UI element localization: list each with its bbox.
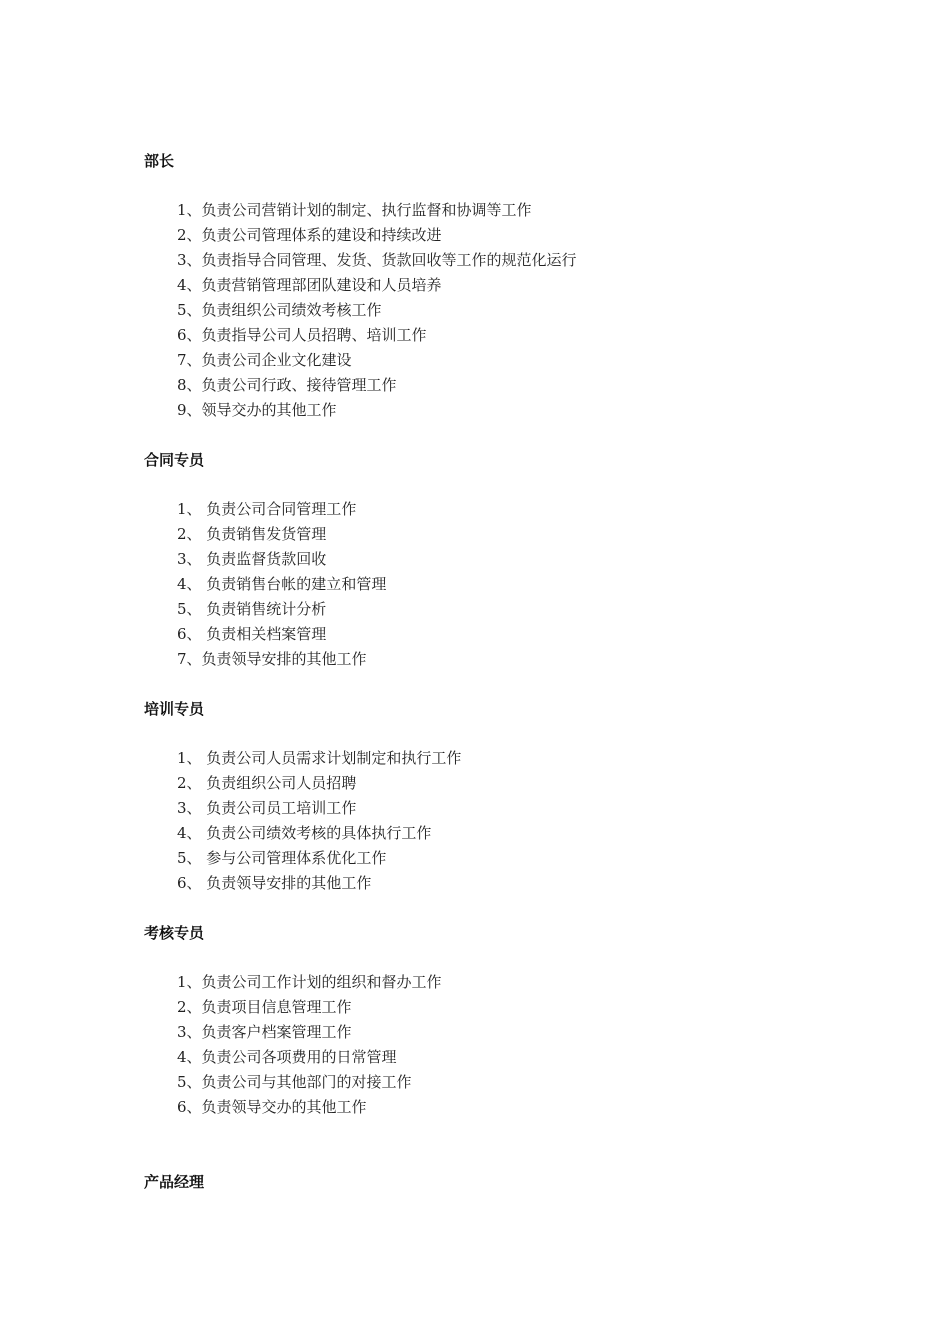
list-item: 6、 负责领导安排的其他工作: [177, 874, 372, 892]
section-heading-product-manager: 产品经理: [144, 1173, 205, 1191]
list-item: 3、负责客户档案管理工作: [177, 1023, 352, 1041]
list-item: 2、负责项目信息管理工作: [177, 998, 352, 1016]
list-item: 4、负责营销管理部团队建设和人员培养: [177, 276, 442, 294]
list-item: 4、 负责销售台帐的建立和管理: [177, 575, 387, 593]
list-item: 1、 负责公司合同管理工作: [177, 500, 357, 518]
duty-list-training-specialist: [177, 746, 461, 896]
duty-list-director: [177, 198, 577, 423]
section-heading-director: 部长: [144, 152, 175, 170]
list-item: 5、负责组织公司绩效考核工作: [177, 301, 382, 319]
list-item: 3、 负责公司员工培训工作: [177, 799, 357, 817]
duty-list-assessment-specialist: [177, 970, 442, 1120]
list-item: 2、 负责销售发货管理: [177, 525, 327, 543]
list-item: 5、 参与公司管理体系优化工作: [177, 849, 387, 867]
list-item: 7、负责领导安排的其他工作: [177, 650, 367, 668]
list-item: 1、负责公司营销计划的制定、执行监督和协调等工作: [177, 201, 532, 219]
list-item: 4、 负责公司绩效考核的具体执行工作: [177, 824, 432, 842]
list-item: 2、 负责组织公司人员招聘: [177, 774, 357, 792]
list-item: 8、负责公司行政、接待管理工作: [177, 376, 397, 394]
list-item: 7、负责公司企业文化建设: [177, 351, 352, 369]
list-item: 5、 负责销售统计分析: [177, 600, 327, 618]
list-item: 3、 负责监督货款回收: [177, 550, 327, 568]
list-item: 6、 负责相关档案管理: [177, 625, 327, 643]
list-item: 9、领导交办的其他工作: [177, 401, 337, 419]
list-item: 5、负责公司与其他部门的对接工作: [177, 1073, 412, 1091]
list-item: 1、 负责公司人员需求计划制定和执行工作: [177, 749, 462, 767]
list-item: 3、负责指导合同管理、发货、货款回收等工作的规范化运行: [177, 251, 577, 269]
list-item: 2、负责公司管理体系的建设和持续改进: [177, 226, 442, 244]
list-item: 6、负责领导交办的其他工作: [177, 1098, 367, 1116]
list-item: 4、负责公司各项费用的日常管理: [177, 1048, 397, 1066]
section-heading-contract-specialist: 合同专员: [144, 451, 205, 469]
duty-list-contract-specialist: [177, 497, 386, 672]
section-heading-assessment-specialist: 考核专员: [144, 924, 205, 942]
list-item: 6、负责指导公司人员招聘、培训工作: [177, 326, 427, 344]
list-item: 1、负责公司工作计划的组织和督办工作: [177, 973, 442, 991]
section-heading-training-specialist: 培训专员: [144, 700, 205, 718]
